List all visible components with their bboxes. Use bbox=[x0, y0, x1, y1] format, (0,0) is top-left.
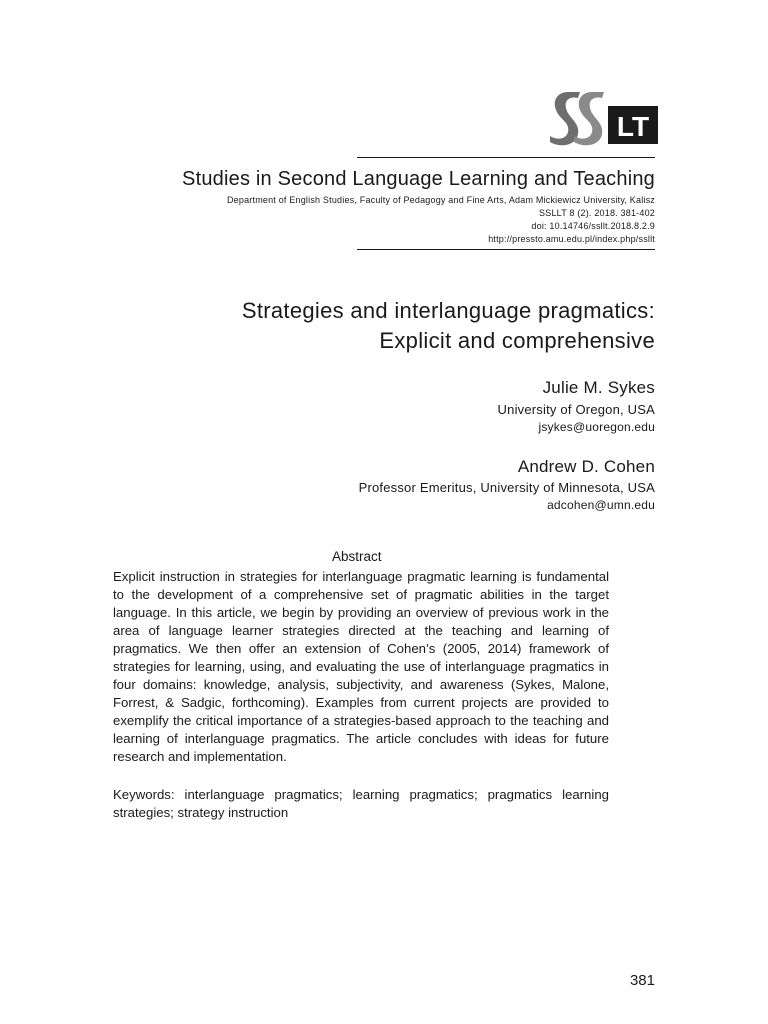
logo-letters: LT bbox=[616, 111, 650, 142]
paper-title-line-1: Strategies and interlanguage pragmatics: bbox=[241, 298, 655, 323]
paper-title-line-2: Explicit and comprehensive bbox=[379, 328, 655, 353]
author-1-email[interactable]: jsykes@uoregon.edu bbox=[538, 420, 655, 434]
paper-title bbox=[242, 296, 655, 356]
journal-logo bbox=[548, 84, 658, 148]
journal-department: Department of English Studies, Faculty of Pedagogy and Fine Arts, Adam Mickiewicz University, Kalisz bbox=[226, 195, 655, 205]
author-1-affiliation: University of Oregon, USA bbox=[497, 402, 655, 417]
journal-url[interactable]: http://pressto.amu.edu.pl/index.php/ssllt bbox=[488, 234, 655, 244]
author-2-name: Andrew D. Cohen bbox=[517, 457, 655, 476]
journal-citation: SSLLT 8 (2). 2018. 381-402 bbox=[539, 208, 655, 218]
abstract-body: Explicit instruction in strategies for interlanguage pragmatic learning is fundamental to the development of a comprehensive set of pragmatic abilities in the target language. In this article, we begin by providing an overview of previous work in the area of language learner strategies directed at the teaching and learning of pragmatics. We then offer an extension of Cohen’s (2005, 2014) framework of strategies for learning, using, and evaluating the use of interlanguage pragmatics in four domains: knowledge, analysis, subjectivity, and awareness (Sykes, Malone, Forrest, & Sadgic, forthcoming). Examples from current projects are provided to exemplify the critical importance of a strategies-based approach to the teaching and learning of interlanguage pragmatics. The article concludes with ideas for future research and implementation. bbox=[113, 569, 609, 764]
author-1-name: Julie M. Sykes bbox=[542, 378, 655, 397]
header-top-rule bbox=[357, 157, 655, 158]
author-2-email[interactable]: adcohen@umn.edu bbox=[547, 498, 655, 512]
header-bottom-rule bbox=[357, 249, 655, 250]
author-2-affiliation: Professor Emeritus, University of Minnesota, USA bbox=[358, 480, 655, 495]
abstract-heading: Abstract bbox=[332, 549, 382, 564]
keywords: Keywords: interlanguage pragmatics; learning pragmatics; pragmatics learning strategies; strategy instruction bbox=[113, 787, 609, 820]
journal-title: Studies in Second Language Learning and Teaching bbox=[182, 168, 655, 190]
ssllt-logo-icon bbox=[548, 84, 658, 148]
page-number: 381 bbox=[629, 972, 655, 989]
journal-doi: doi: 10.14746/ssllt.2018.8.2.9 bbox=[531, 221, 655, 231]
